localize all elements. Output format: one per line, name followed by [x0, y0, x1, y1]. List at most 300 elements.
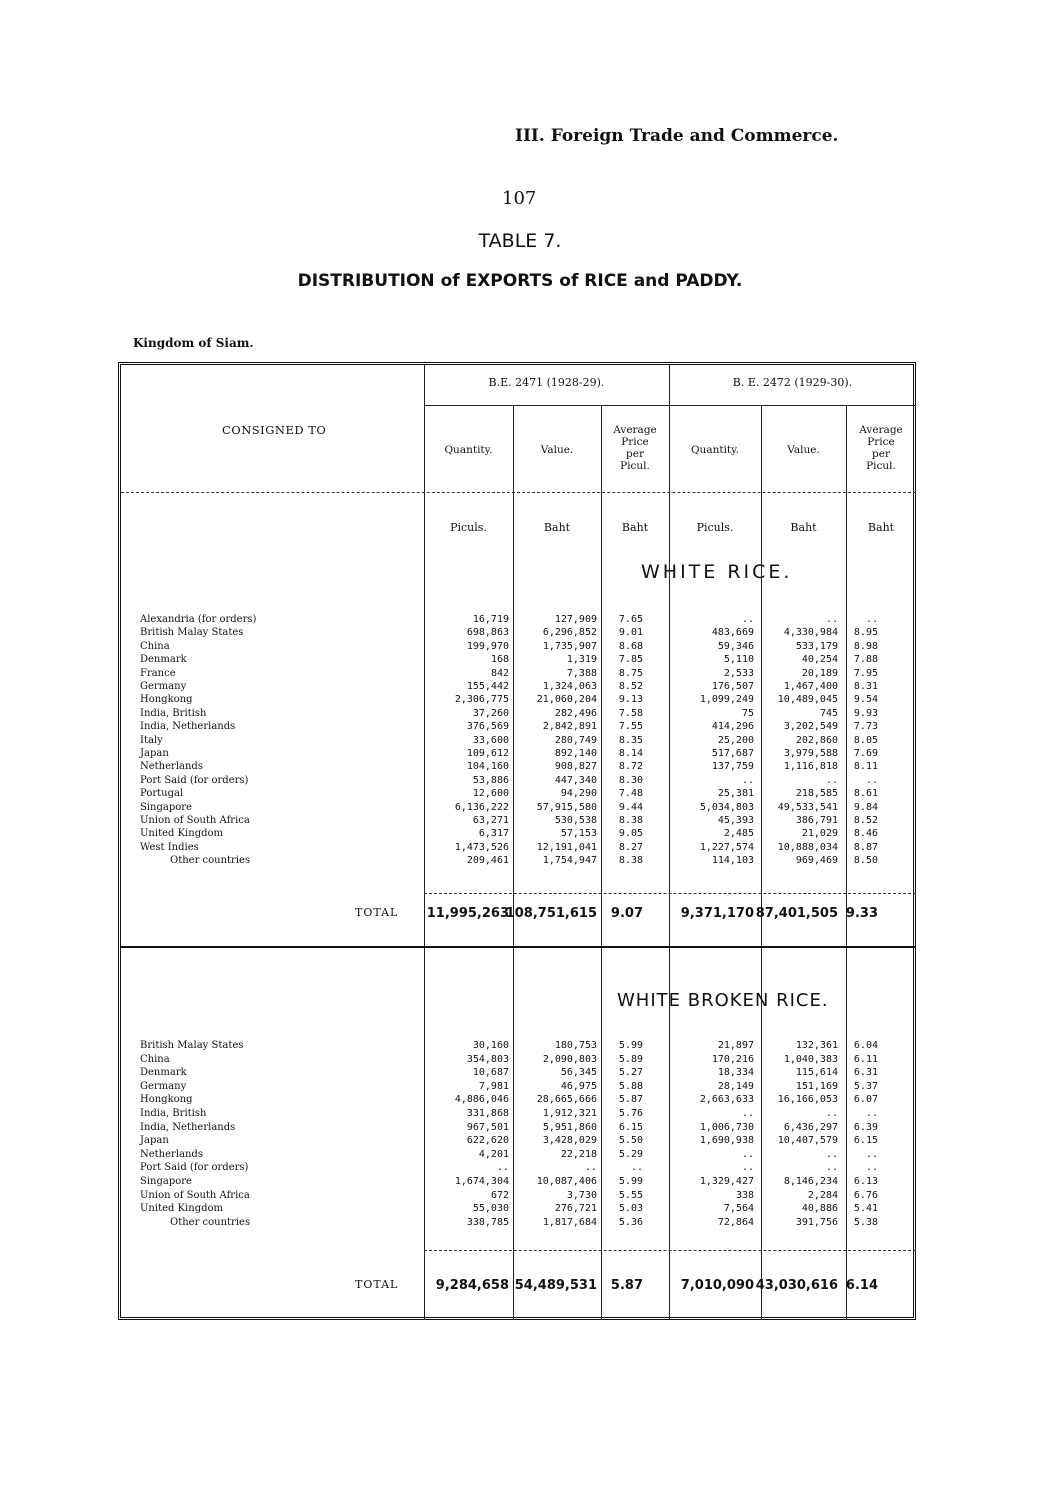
cell-v2: 132,361 [795, 1040, 838, 1051]
quantity-header-1: Quantity. [444, 444, 493, 456]
cell-q1: 1,674,304 [454, 1176, 509, 1187]
cell-p1: 6.15 [618, 1121, 643, 1133]
table-row [140, 815, 900, 827]
cell-v2: 533,179 [795, 640, 838, 652]
cell-p1: 5.76 [618, 1108, 643, 1119]
cell-p1: 8.38 [618, 815, 643, 826]
table-row [140, 828, 900, 840]
avg-price-header-1: Average Price per Picul. [613, 424, 657, 472]
value-header-1: Value. [540, 444, 574, 456]
cell-q2: 176,507 [711, 681, 754, 692]
table-row [140, 681, 900, 693]
cell-q1: 209,461 [466, 855, 509, 867]
cell-v1: 282,496 [554, 707, 597, 719]
cell-q2: 483,669 [711, 627, 754, 639]
cell-q1: 10,687 [472, 1067, 509, 1079]
cell-p1: 5.99 [618, 1176, 643, 1187]
cell-q1: 55,030 [472, 1203, 509, 1215]
cell-v2: 386,791 [795, 815, 838, 826]
cell-p2: 7.73 [853, 721, 878, 733]
cell-q1: 6,136,222 [454, 801, 509, 813]
total-quantity-1: 11,995,263 [426, 906, 509, 921]
unit-quantity-2: Piculs. [696, 521, 734, 534]
cell-p1: 8.27 [618, 841, 643, 853]
country-name: India, British [140, 1108, 207, 1119]
cell-p2: 5.41 [853, 1203, 878, 1215]
region-label: Kingdom of Siam. [133, 336, 254, 350]
total-label: TOTAL [355, 906, 399, 919]
cell-p2: 6.15 [853, 1135, 878, 1147]
cell-v1: 1,324,063 [542, 681, 597, 692]
table-row [140, 627, 900, 639]
country-name: Union of South Africa [140, 1189, 250, 1201]
cell-q1: 967,501 [466, 1121, 509, 1133]
period-1-header: B.E. 2471 (1928-29). [488, 376, 605, 389]
table-row [140, 761, 900, 773]
cell-v1: 5,951,860 [542, 1121, 597, 1133]
table-row [140, 842, 900, 854]
cell-v2: .. [825, 1148, 838, 1160]
broken-rice-total-rule-top [424, 1250, 916, 1251]
cell-v2: 969,469 [795, 855, 838, 867]
cell-q2: 1,329,427 [699, 1176, 754, 1187]
cell-q1: 4,201 [478, 1148, 509, 1160]
cell-v1: 57,153 [560, 828, 597, 840]
cell-v2: 8,146,234 [783, 1176, 838, 1187]
cell-v1: 7,388 [566, 667, 597, 679]
country-name: Germany [140, 1080, 187, 1092]
country-name: France [140, 667, 176, 679]
cell-p1: 5.27 [618, 1067, 643, 1079]
country-name: Port Said (for orders) [140, 1162, 249, 1174]
cell-v2: 4,330,984 [783, 627, 838, 639]
cell-p2: .. [865, 1108, 878, 1119]
table-row [140, 694, 900, 706]
cell-p1: 8.30 [618, 774, 643, 786]
cell-q1: 2,306,775 [454, 694, 509, 706]
cell-v2: 115,614 [795, 1067, 838, 1079]
country-name: Hongkong [140, 694, 193, 706]
cell-q2: 5,034,803 [699, 801, 754, 813]
cell-p1: 5.36 [618, 1216, 643, 1228]
cell-v2: 1,116,818 [783, 761, 838, 773]
cell-v1: 56,345 [560, 1067, 597, 1079]
total-label: TOTAL [355, 1278, 399, 1291]
cell-q1: 104,160 [466, 761, 509, 773]
table-row [140, 1054, 900, 1066]
country-name: Other countries [170, 855, 251, 867]
cell-q2: 25,381 [717, 788, 754, 800]
country-name: Union of South Africa [140, 815, 250, 826]
cell-p2: 8.31 [853, 681, 878, 692]
cell-p1: 5.29 [618, 1148, 643, 1160]
cell-p1: 8.72 [618, 761, 643, 773]
cell-q1: 33,600 [472, 734, 509, 746]
total-price-1: 9.07 [610, 906, 643, 921]
cell-q1: 63,271 [472, 815, 509, 826]
table-row [140, 641, 900, 653]
cell-q2: 517,687 [711, 748, 754, 759]
country-name: Netherlands [140, 761, 203, 773]
cell-p2: 6.04 [853, 1040, 878, 1051]
cell-p1: 5.55 [618, 1189, 643, 1201]
total-value-2: 43,030,616 [755, 1278, 838, 1293]
cell-v2: 40,886 [801, 1203, 838, 1215]
cell-p2: 9.93 [853, 707, 878, 719]
cell-p1: 8.35 [618, 734, 643, 746]
cell-q1: 6,317 [478, 828, 509, 840]
table-row [140, 1135, 900, 1147]
country-name: West Indies [140, 841, 199, 853]
cell-q2: 1,099,249 [699, 694, 754, 706]
cell-q1: 30,160 [472, 1040, 509, 1051]
table-row [140, 1040, 900, 1052]
cell-p1: 5.89 [618, 1053, 643, 1065]
cell-p1: 8.14 [618, 748, 643, 759]
cell-v1: 1,817,684 [542, 1216, 597, 1228]
cell-v2: .. [825, 774, 838, 786]
cell-p1: 7.65 [618, 614, 643, 625]
country-name: China [140, 1053, 170, 1065]
cell-p2: 8.95 [853, 627, 878, 639]
cell-p2: 9.54 [853, 694, 878, 706]
cell-q1: 12,600 [472, 788, 509, 800]
country-name: India, Netherlands [140, 721, 236, 733]
cell-p2: 8.87 [853, 841, 878, 853]
table-row [140, 775, 900, 787]
cell-q1: 331,868 [466, 1108, 509, 1119]
cell-q2: 1,006,730 [699, 1121, 754, 1133]
table-row [140, 1162, 900, 1174]
cell-q2: 170,216 [711, 1053, 754, 1065]
cell-p2: 8.98 [853, 640, 878, 652]
country-name: Hongkong [140, 1094, 193, 1106]
cell-q2: 414,296 [711, 721, 754, 733]
avg-price-header-2: Average Price per Picul. [859, 424, 903, 472]
cell-v2: 16,166,053 [777, 1094, 838, 1106]
country-name: British Malay States [140, 1040, 244, 1051]
cell-v2: 21,029 [801, 828, 838, 840]
cell-q2: 72,864 [717, 1216, 754, 1228]
cell-v2: 49,533,541 [777, 801, 838, 813]
cell-q1: 338,785 [466, 1216, 509, 1228]
unit-quantity-1: Piculs. [450, 521, 487, 534]
cell-q2: 59,346 [717, 640, 754, 652]
cell-p1: 9.13 [618, 694, 643, 706]
table-row [140, 855, 900, 867]
country-name: United Kingdom [140, 1203, 223, 1215]
country-name: Singapore [140, 1176, 192, 1187]
cell-p1: 8.38 [618, 855, 643, 867]
cell-v1: 2,090,803 [542, 1053, 597, 1065]
table-row [140, 1122, 900, 1134]
cell-v2: .. [825, 1108, 838, 1119]
table-row [140, 788, 900, 800]
white-broken-rice-title: WHITE BROKEN RICE. [617, 990, 829, 1011]
cell-v2: 3,202,549 [783, 721, 838, 733]
cell-q2: 28,149 [717, 1080, 754, 1092]
unit-value-2: Baht [790, 521, 817, 534]
country-name: Portugal [140, 788, 184, 800]
country-name: India, British [140, 707, 207, 719]
cell-q2: 7,564 [723, 1203, 754, 1215]
header-rule [121, 492, 916, 493]
cell-p2: 9.84 [853, 801, 878, 813]
cell-q1: 842 [490, 667, 509, 679]
table-title: DISTRIBUTION of EXPORTS of RICE and PADDY. [297, 271, 743, 291]
table-row [140, 1217, 900, 1229]
cell-p1: 8.68 [618, 640, 643, 652]
cell-v1: 276,721 [554, 1203, 597, 1215]
cell-q1: 622,620 [466, 1135, 509, 1147]
cell-v1: 3,730 [566, 1189, 597, 1201]
cell-v1: 908,827 [554, 761, 597, 773]
cell-q2: .. [741, 1108, 754, 1119]
table-row [140, 1108, 900, 1120]
cell-p2: .. [865, 1162, 878, 1174]
cell-q2: 21,897 [717, 1040, 754, 1051]
cell-v1: 530,538 [554, 815, 597, 826]
table-row [140, 1067, 900, 1079]
quantity-header-2: Quantity. [690, 444, 740, 456]
cell-q2: 5,110 [723, 654, 754, 666]
country-name: Other countries [170, 1216, 251, 1228]
cell-p2: 6.13 [853, 1176, 878, 1187]
total-value-2: 87,401,505 [755, 906, 838, 921]
cell-q2: 75 [741, 707, 754, 719]
cell-v1: 46,975 [560, 1080, 597, 1092]
cell-v2: 1,467,400 [783, 681, 838, 692]
table-row [140, 1149, 900, 1161]
cell-v1: 280,749 [554, 734, 597, 746]
country-name: China [140, 640, 170, 652]
cell-q2: 1,690,938 [699, 1135, 754, 1147]
table-row [140, 708, 900, 720]
total-value-1: 54,489,531 [514, 1278, 597, 1293]
cell-q1: 354,803 [466, 1053, 509, 1065]
cell-v2: 202,860 [795, 734, 838, 746]
cell-q1: 199,970 [466, 640, 509, 652]
country-name: Netherlands [140, 1148, 203, 1160]
cell-v2: .. [825, 614, 838, 625]
white-rice-title: WHITE RICE. [641, 561, 793, 583]
cell-v1: 10,087,406 [536, 1176, 597, 1187]
table-row [140, 1203, 900, 1215]
cell-p1: 9.44 [618, 801, 643, 813]
country-name: Denmark [140, 654, 187, 666]
cell-q2: 2,663,633 [699, 1094, 754, 1106]
cell-q2: 2,485 [723, 828, 754, 840]
cell-q2: 338 [735, 1189, 754, 1201]
total-value-1: 108,751,615 [505, 906, 597, 921]
cell-v1: 2,842,891 [542, 721, 597, 733]
cell-v2: 391,756 [795, 1216, 838, 1228]
cell-p2: 5.38 [853, 1216, 878, 1228]
cell-p2: 6.07 [853, 1094, 878, 1106]
section-heading: III. Foreign Trade and Commerce. [515, 126, 839, 146]
period-rule [424, 405, 916, 406]
cell-q1: 672 [490, 1189, 509, 1201]
cell-v1: 22,218 [560, 1148, 597, 1160]
cell-p2: 8.50 [853, 855, 878, 867]
cell-p2: 5.37 [853, 1080, 878, 1092]
cell-p1: .. [630, 1162, 643, 1174]
cell-v1: 1,754,947 [542, 855, 597, 867]
cell-p1: 7.58 [618, 707, 643, 719]
cell-p1: 7.85 [618, 654, 643, 666]
page-number: 107 [502, 188, 537, 209]
cell-v2: 10,489,045 [777, 694, 838, 706]
cell-p2: 8.11 [853, 761, 878, 773]
cell-v1: 6,296,852 [542, 627, 597, 639]
cell-q1: 168 [490, 654, 509, 666]
cell-p1: 7.48 [618, 788, 643, 800]
cell-v1: 94,290 [560, 788, 597, 800]
cell-q1: 1,473,526 [454, 841, 509, 853]
cell-q2: 45,393 [717, 815, 754, 826]
cell-p2: 6.11 [853, 1053, 878, 1065]
cell-p1: 8.75 [618, 667, 643, 679]
period-2-header: B. E. 2472 (1929-30). [732, 376, 853, 389]
cell-v2: 151,169 [795, 1080, 838, 1092]
table-row [140, 654, 900, 666]
cell-v1: 1,735,907 [542, 640, 597, 652]
cell-v2: 6,436,297 [783, 1121, 838, 1133]
cell-q1: 7,981 [478, 1080, 509, 1092]
cell-p2: 7.88 [853, 654, 878, 666]
cell-p1: 9.05 [618, 828, 643, 840]
cell-v1: 21,060,204 [536, 694, 597, 706]
value-header-2: Value. [787, 444, 820, 456]
cell-q2: .. [741, 1148, 754, 1160]
cell-q2: 137,759 [711, 761, 754, 773]
cell-q2: 1,227,574 [699, 841, 754, 853]
cell-v2: 218,585 [795, 788, 838, 800]
white-rice-total-rule-top [424, 893, 916, 894]
country-name: India, Netherlands [140, 1121, 236, 1133]
cell-q2: .. [741, 614, 754, 625]
cell-q1: 16,719 [472, 614, 509, 625]
table-row [140, 1190, 900, 1202]
cell-v2: 10,888,034 [777, 841, 838, 853]
table-row [140, 1081, 900, 1093]
cell-p1: 5.87 [618, 1094, 643, 1106]
cell-v1: 180,753 [554, 1040, 597, 1051]
cell-v2: 745 [819, 707, 838, 719]
cell-q1: 698,863 [466, 627, 509, 639]
cell-p2: 7.69 [853, 748, 878, 759]
cell-v1: 57,915,580 [536, 801, 597, 813]
table-row [140, 1094, 900, 1106]
table-row [140, 1176, 900, 1188]
cell-p2: 6.39 [853, 1121, 878, 1133]
table-row [140, 614, 900, 626]
cell-v1: 28,665,666 [536, 1094, 597, 1106]
country-name: Japan [140, 748, 169, 759]
cell-p2: 7.95 [853, 667, 878, 679]
section-divider [121, 946, 916, 948]
cell-p2: .. [865, 1148, 878, 1160]
cell-v2: 40,254 [801, 654, 838, 666]
cell-p2: 8.46 [853, 828, 878, 840]
total-price-1: 5.87 [610, 1278, 643, 1293]
cell-p1: 5.99 [618, 1040, 643, 1051]
table-row [140, 735, 900, 747]
cell-v1: 3,428,029 [542, 1135, 597, 1147]
cell-q1: 109,612 [466, 748, 509, 759]
total-price-2: 6.14 [845, 1278, 878, 1293]
cell-p1: 5.03 [618, 1203, 643, 1215]
country-name: Japan [140, 1135, 169, 1147]
cell-v2: 20,189 [801, 667, 838, 679]
cell-p2: 6.76 [853, 1189, 878, 1201]
country-name: Germany [140, 681, 187, 692]
country-name: Singapore [140, 801, 192, 813]
cell-q2: 18,334 [717, 1067, 754, 1079]
cell-p2: .. [865, 774, 878, 786]
cell-p1: 8.52 [618, 681, 643, 692]
cell-p1: 5.50 [618, 1135, 643, 1147]
cell-q2: 25,200 [717, 734, 754, 746]
cell-p2: .. [865, 614, 878, 625]
cell-v2: 2,284 [807, 1189, 838, 1201]
table-number: TABLE 7. [478, 230, 562, 252]
total-quantity-2: 9,371,170 [680, 906, 754, 921]
total-quantity-1: 9,284,658 [435, 1278, 509, 1293]
cell-v2: .. [825, 1162, 838, 1174]
cell-v1: 447,340 [554, 774, 597, 786]
country-name: Italy [140, 734, 163, 746]
cell-q1: 37,260 [472, 707, 509, 719]
cell-q2: 2,533 [723, 667, 754, 679]
country-name: Denmark [140, 1067, 187, 1079]
cell-v2: 3,979,588 [783, 748, 838, 759]
table-row [140, 802, 900, 814]
cell-p1: 7.55 [618, 721, 643, 733]
cell-p1: 9.01 [618, 627, 643, 639]
country-name: Alexandria (for orders) [140, 614, 257, 625]
cell-q1: 53,886 [472, 774, 509, 786]
unit-value-1: Baht [543, 521, 571, 534]
cell-q2: .. [741, 1162, 754, 1174]
cell-v1: 1,319 [566, 654, 597, 666]
table-row [140, 668, 900, 680]
cell-v1: 12,191,041 [536, 841, 597, 853]
cell-q1: 4,886,046 [454, 1094, 509, 1106]
cell-q1: .. [496, 1162, 509, 1174]
unit-price-2: Baht [867, 521, 895, 534]
cell-q1: 155,442 [466, 681, 509, 692]
cell-q2: .. [741, 774, 754, 786]
cell-q2: 114,103 [711, 855, 754, 867]
unit-price-1: Baht [621, 521, 649, 534]
cell-p1: 5.88 [618, 1080, 643, 1092]
cell-v2: 10,407,579 [777, 1135, 838, 1147]
country-name: Port Said (for orders) [140, 774, 249, 786]
consigned-to-header: CONSIGNED TO [222, 423, 327, 437]
cell-v2: 1,040,383 [783, 1053, 838, 1065]
country-name: United Kingdom [140, 828, 223, 840]
table-row [140, 721, 900, 733]
cell-p2: 8.61 [853, 788, 878, 800]
total-price-2: 9.33 [845, 906, 878, 921]
total-quantity-2: 7,010,090 [680, 1278, 754, 1293]
cell-v1: 892,140 [554, 748, 597, 759]
cell-v1: 1,912,321 [542, 1108, 597, 1119]
cell-q1: 376,569 [466, 721, 509, 733]
cell-v1: .. [584, 1162, 597, 1174]
cell-p2: 8.52 [853, 815, 878, 826]
